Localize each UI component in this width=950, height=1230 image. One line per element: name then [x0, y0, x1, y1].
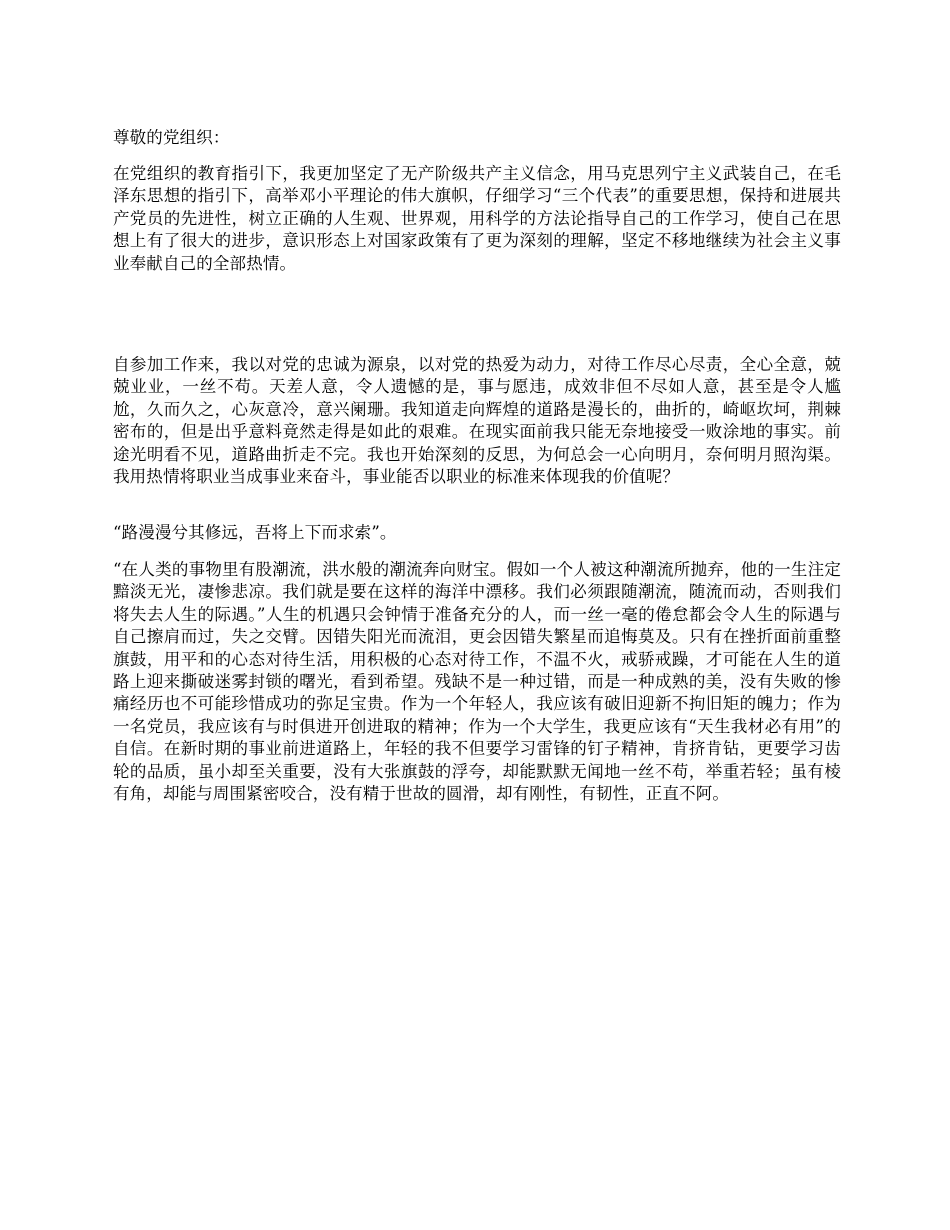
salutation-text: 尊敬的党组织： — [113, 128, 230, 147]
paragraph-text: 自参加工作来，我以对党的忠诚为源泉，以对党的热爱为动力，对待工作尽心尽责，全心全意，兢兢业业，一丝不苟。天差人意，令人遗憾的是，事与愿违，成效非但不尽如人意，甚至是令人尴尬，久而久之，心灰意冷，意兴阑珊。我知道走向辉煌的道路是漫长的，曲折的，崎岖坎坷，荆棘密布的，但是出乎意料竟然走得是如此的艰难。在现实面前我只能无奈地接受一败涂地的事实。前途光明看不见，道路曲折走不完。我也开始深刻的反思，为何总会一心向明月，奈何明月照沟渠。我用热情将职业当成事业来奋斗，事业能否以职业的标准来体现我的价值呢？ — [113, 355, 841, 487]
paragraph-text: 在党组织的教育指引下，我更加坚定了无产阶级共产主义信念，用马克思列宁主义武装自己，在毛泽东思想的指引下，高举邓小平理论的伟大旗帜，仔细学习“三个代表”的重要思想，保持和进展共产党员的先进性，树立正确的人生观、世界观，用科学的方法论指导自己的工作学习，使自己在思想上有了很大的进步，意识形态上对国家政策有了更为深刻的理解，坚定不移地继续为社会主义事业奉献自己的全部热情。 — [113, 164, 841, 273]
paragraph-3-quote — [113, 522, 841, 544]
paragraph-text: “在人类的事物里有股潮流，洪水般的潮流奔向财宝。假如一个人被这种潮流所抛弃，他的一生注定黯淡无光，凄惨悲凉。我们就是要在这样的海洋中漂移。我们必须跟随潮流，随流而动，否则我们将失去人生的际遇。”人生的机遇只会钟情于准备充分的人，而一丝一毫的倦怠都会令人生的际遇与自己擦肩而过，失之交臂。因错失阳光而流泪，更会因错失繁星而追悔莫及。只有在挫折面前重整旗鼓，用平和的心态对待生活，用积极的心态对待工作，不温不火，戒骄戒躁，才可能在人生的道路上迎来撕破迷雾封锁的曙光，看到希望。残缺不是一种过错，而是一种成熟的美，没有失败的惨痛经历也不可能珍惜成功的弥足宝贵。作为一个年轻人，我应该有破旧迎新不拘旧矩的魄力；作为一名党员，我应该有与时俱进开创进取的精神；作为一个大学生，我更应该有“天生我材必有用”的自信。在新时期的事业前进道路上，年轻的我不但要学习雷锋的钉子精神，肯挤肯钻，更要学习齿轮的品质，虽小却至关重要，没有大张旗鼓的浮夸，却能默默无闻地一丝不苟，举重若轻；虽有棱有角，却能与周围紧密咬合，没有精于世故的圆滑，却有刚性，有韧性，正直不阿。 — [113, 560, 841, 804]
paragraph-2 — [113, 354, 841, 488]
salutation — [113, 127, 841, 149]
paragraph-text: “路漫漫兮其修远，吾将上下而求索”。 — [113, 523, 397, 542]
paragraph-4 — [113, 559, 841, 805]
paragraph-1 — [113, 163, 841, 275]
